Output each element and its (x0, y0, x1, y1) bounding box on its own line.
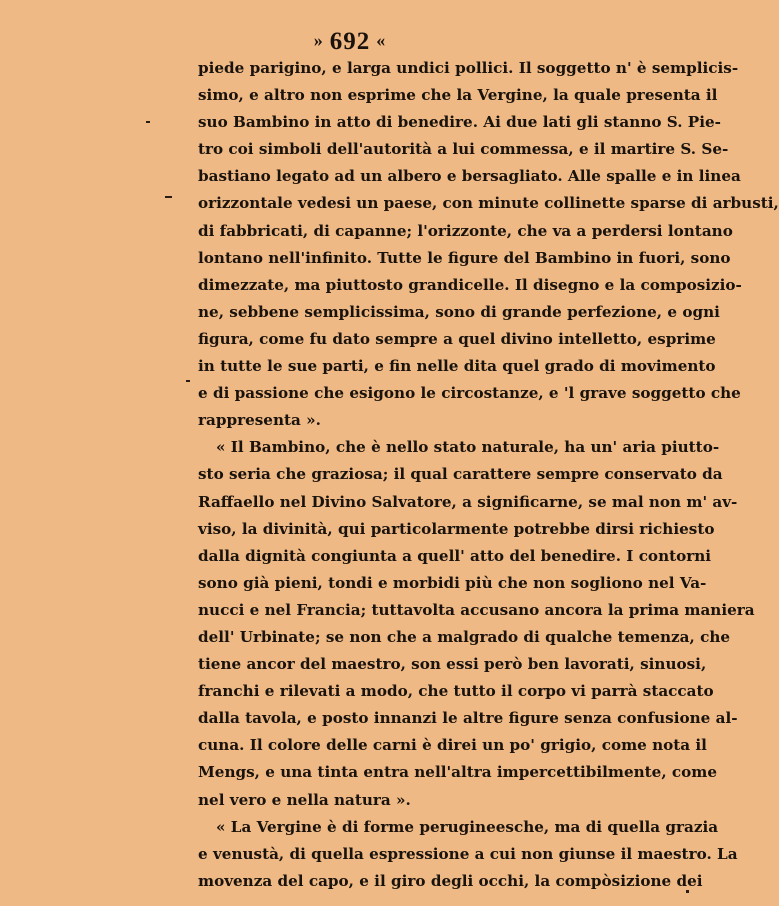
text-line: Mengs, e una tinta entra nell'altra impercettibilmente, come (198, 763, 718, 782)
text-line: bastiano legato ad un albero e bersagliato. Alle spalle e in linea (198, 167, 741, 186)
page-number: 692 (329, 28, 371, 55)
text-line: rappresenta ». (198, 411, 321, 430)
text-line: dimezzate, ma piuttosto grandicelle. Il disegno e la composizio- (198, 275, 742, 294)
text-line: piede parigino, e larga undici pollici. Il soggetto n' è semplicis- (198, 59, 739, 77)
text-line: di fabbricati, di capanne; l'orizzonte, che va a perdersi lontano (198, 221, 733, 240)
margin-speck (686, 890, 689, 893)
text-line: viso, la divinità, qui particolarmente potrebbe dirsi richiesto (198, 519, 715, 538)
text-line: orizzontale vedesi un paese, con minute collinette sparse di arbusti, (198, 194, 779, 213)
text-line: nucci e nel Francia; tuttavolta accusano ancora la prima maniera (198, 600, 755, 619)
margin-speck (186, 380, 190, 382)
text-line: « La Vergine è di forme perugineesche, ma di quella grazia (216, 817, 719, 836)
text-line: tiene ancor del maestro, son essi però ben lavorati, sinuosi, (198, 655, 707, 674)
text-line: cuna. Il colore delle carni è direi un po' grigio, come nota il (198, 736, 707, 755)
text-line: sto seria che graziosa; il qual carattere sempre conservato da (198, 465, 723, 484)
text-line: dalla dignità congiunta a quell' atto del benedire. I contorni (198, 546, 712, 565)
text-line: dalla tavola, e posto innanzi le altre figure senza confusione al- (198, 709, 738, 728)
page-header (0, 28, 700, 56)
text-line: simo, e altro non esprime che la Vergine, la quale presenta il (198, 86, 718, 105)
text-line: Raffaello nel Divino Salvatore, a significarne, se mal non m' av- (198, 492, 738, 511)
page-body (198, 55, 779, 895)
text-line: figura, come fu dato sempre a quel divino intelletto, esprime (198, 329, 716, 348)
text-line: suo Bambino in atto di benedire. Ai due lati gli stanno S. Pie- (198, 113, 721, 132)
text-line: dell' Urbinate; se non che a malgrado di qualche temenza, che (198, 627, 731, 646)
left-ornament: » (313, 30, 324, 50)
text-line: sono già pieni, tondi e morbidi più che non sogliono nel Va- (198, 573, 707, 592)
text-line: lontano nell'infinito. Tutte le figure del Bambino in fuori, sono (198, 248, 731, 267)
text-line: ne, sebbene semplicissima, sono di grande perfezione, e ogni (198, 302, 720, 321)
text-line: tro coi simboli dell'autorità a lui commessa, e il martire S. Se- (198, 140, 729, 159)
margin-speck (146, 121, 150, 123)
text-line: e di passione che esigono le circostanze, e 'l grave soggetto che (198, 384, 741, 403)
text-line: e venustà, di quella espressione a cui non giunse il maestro. La (198, 844, 738, 863)
text-line: franchi e rilevati a modo, che tutto il corpo vi parrà staccato (198, 682, 714, 701)
text-line: « Il Bambino, che è nello stato naturale, ha un' aria piutto- (216, 438, 720, 457)
text-line: nel vero e nella natura ». (198, 790, 411, 809)
text-line: movenza del capo, e il giro degli occhi, la compòsizione dei (198, 871, 703, 890)
text-line: in tutte le sue parti, e fin nelle dita quel grado di movimento (198, 357, 716, 376)
right-ornament: « (376, 30, 387, 50)
margin-speck (165, 196, 172, 198)
